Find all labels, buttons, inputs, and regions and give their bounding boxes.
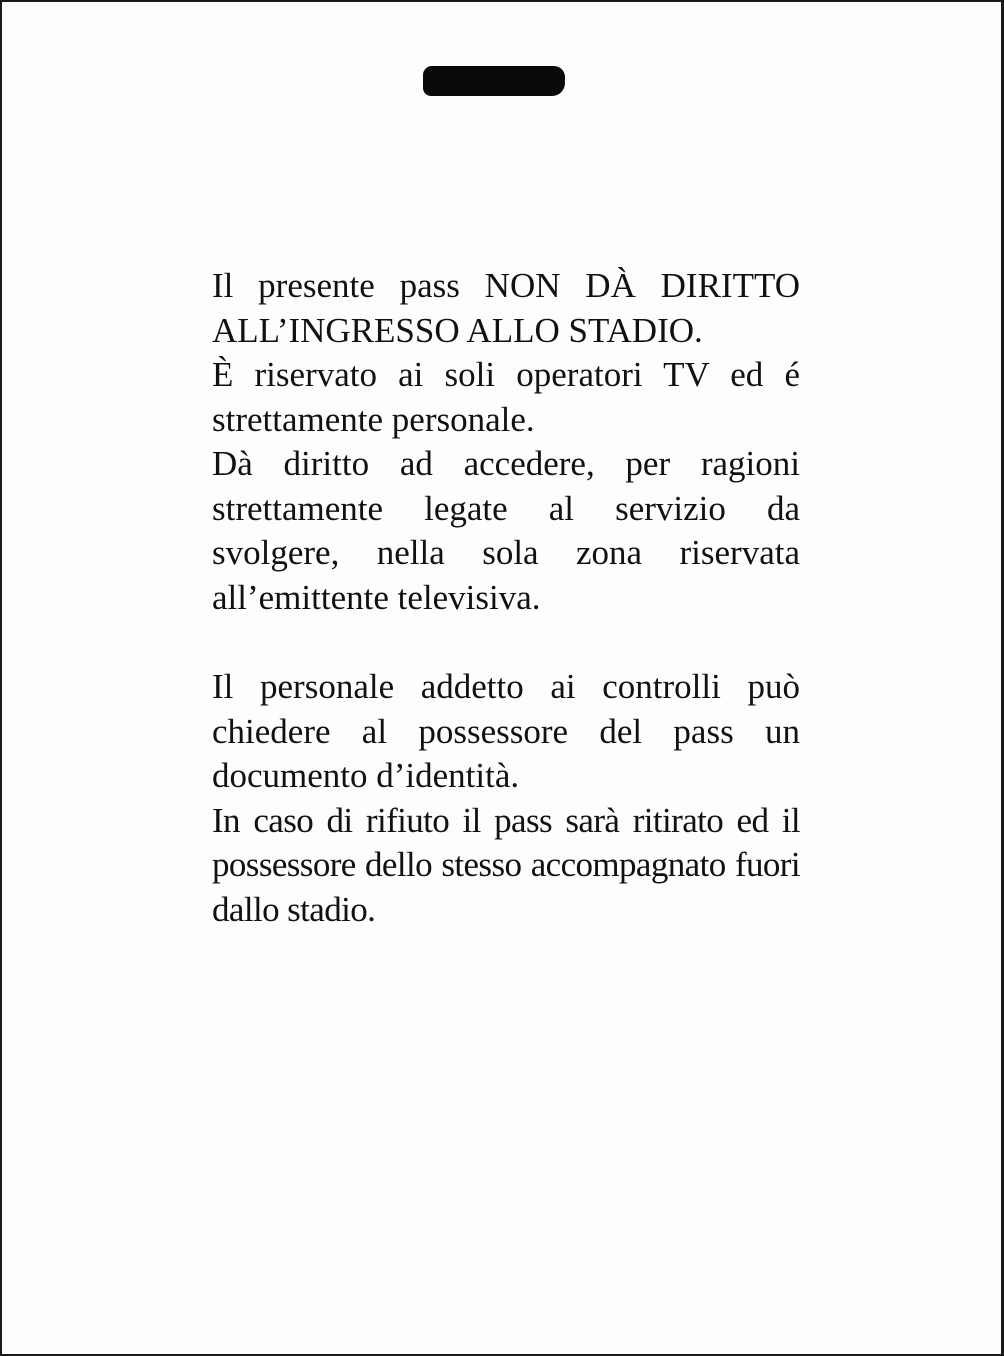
paragraph-gap bbox=[212, 620, 800, 665]
paragraph-reserved-operators: È riservato ai soli operatori TV ed é strettamente personale. bbox=[212, 355, 800, 439]
paragraph-access-denied: Il presente pass NON DÀ DIRITTO ALL’INGRESSO ALLO STADIO. bbox=[212, 266, 800, 350]
paragraph-access-zone: Dà diritto ad accedere, per ragioni strettamente legate al servizio da svolgere, nella sola zona riservata all’emittente televisiva. bbox=[212, 444, 800, 617]
lanyard-slot bbox=[423, 66, 565, 96]
pass-text bbox=[212, 264, 800, 932]
paragraph-refusal: In caso di rifiuto il pass sarà ritirato ed il possessore dello stesso accompagnato fuori dallo stadio. bbox=[212, 800, 800, 929]
paragraph-identity-check: Il personale addetto ai controlli può chiedere al possessore del pass un documento d’identità. bbox=[212, 667, 800, 795]
